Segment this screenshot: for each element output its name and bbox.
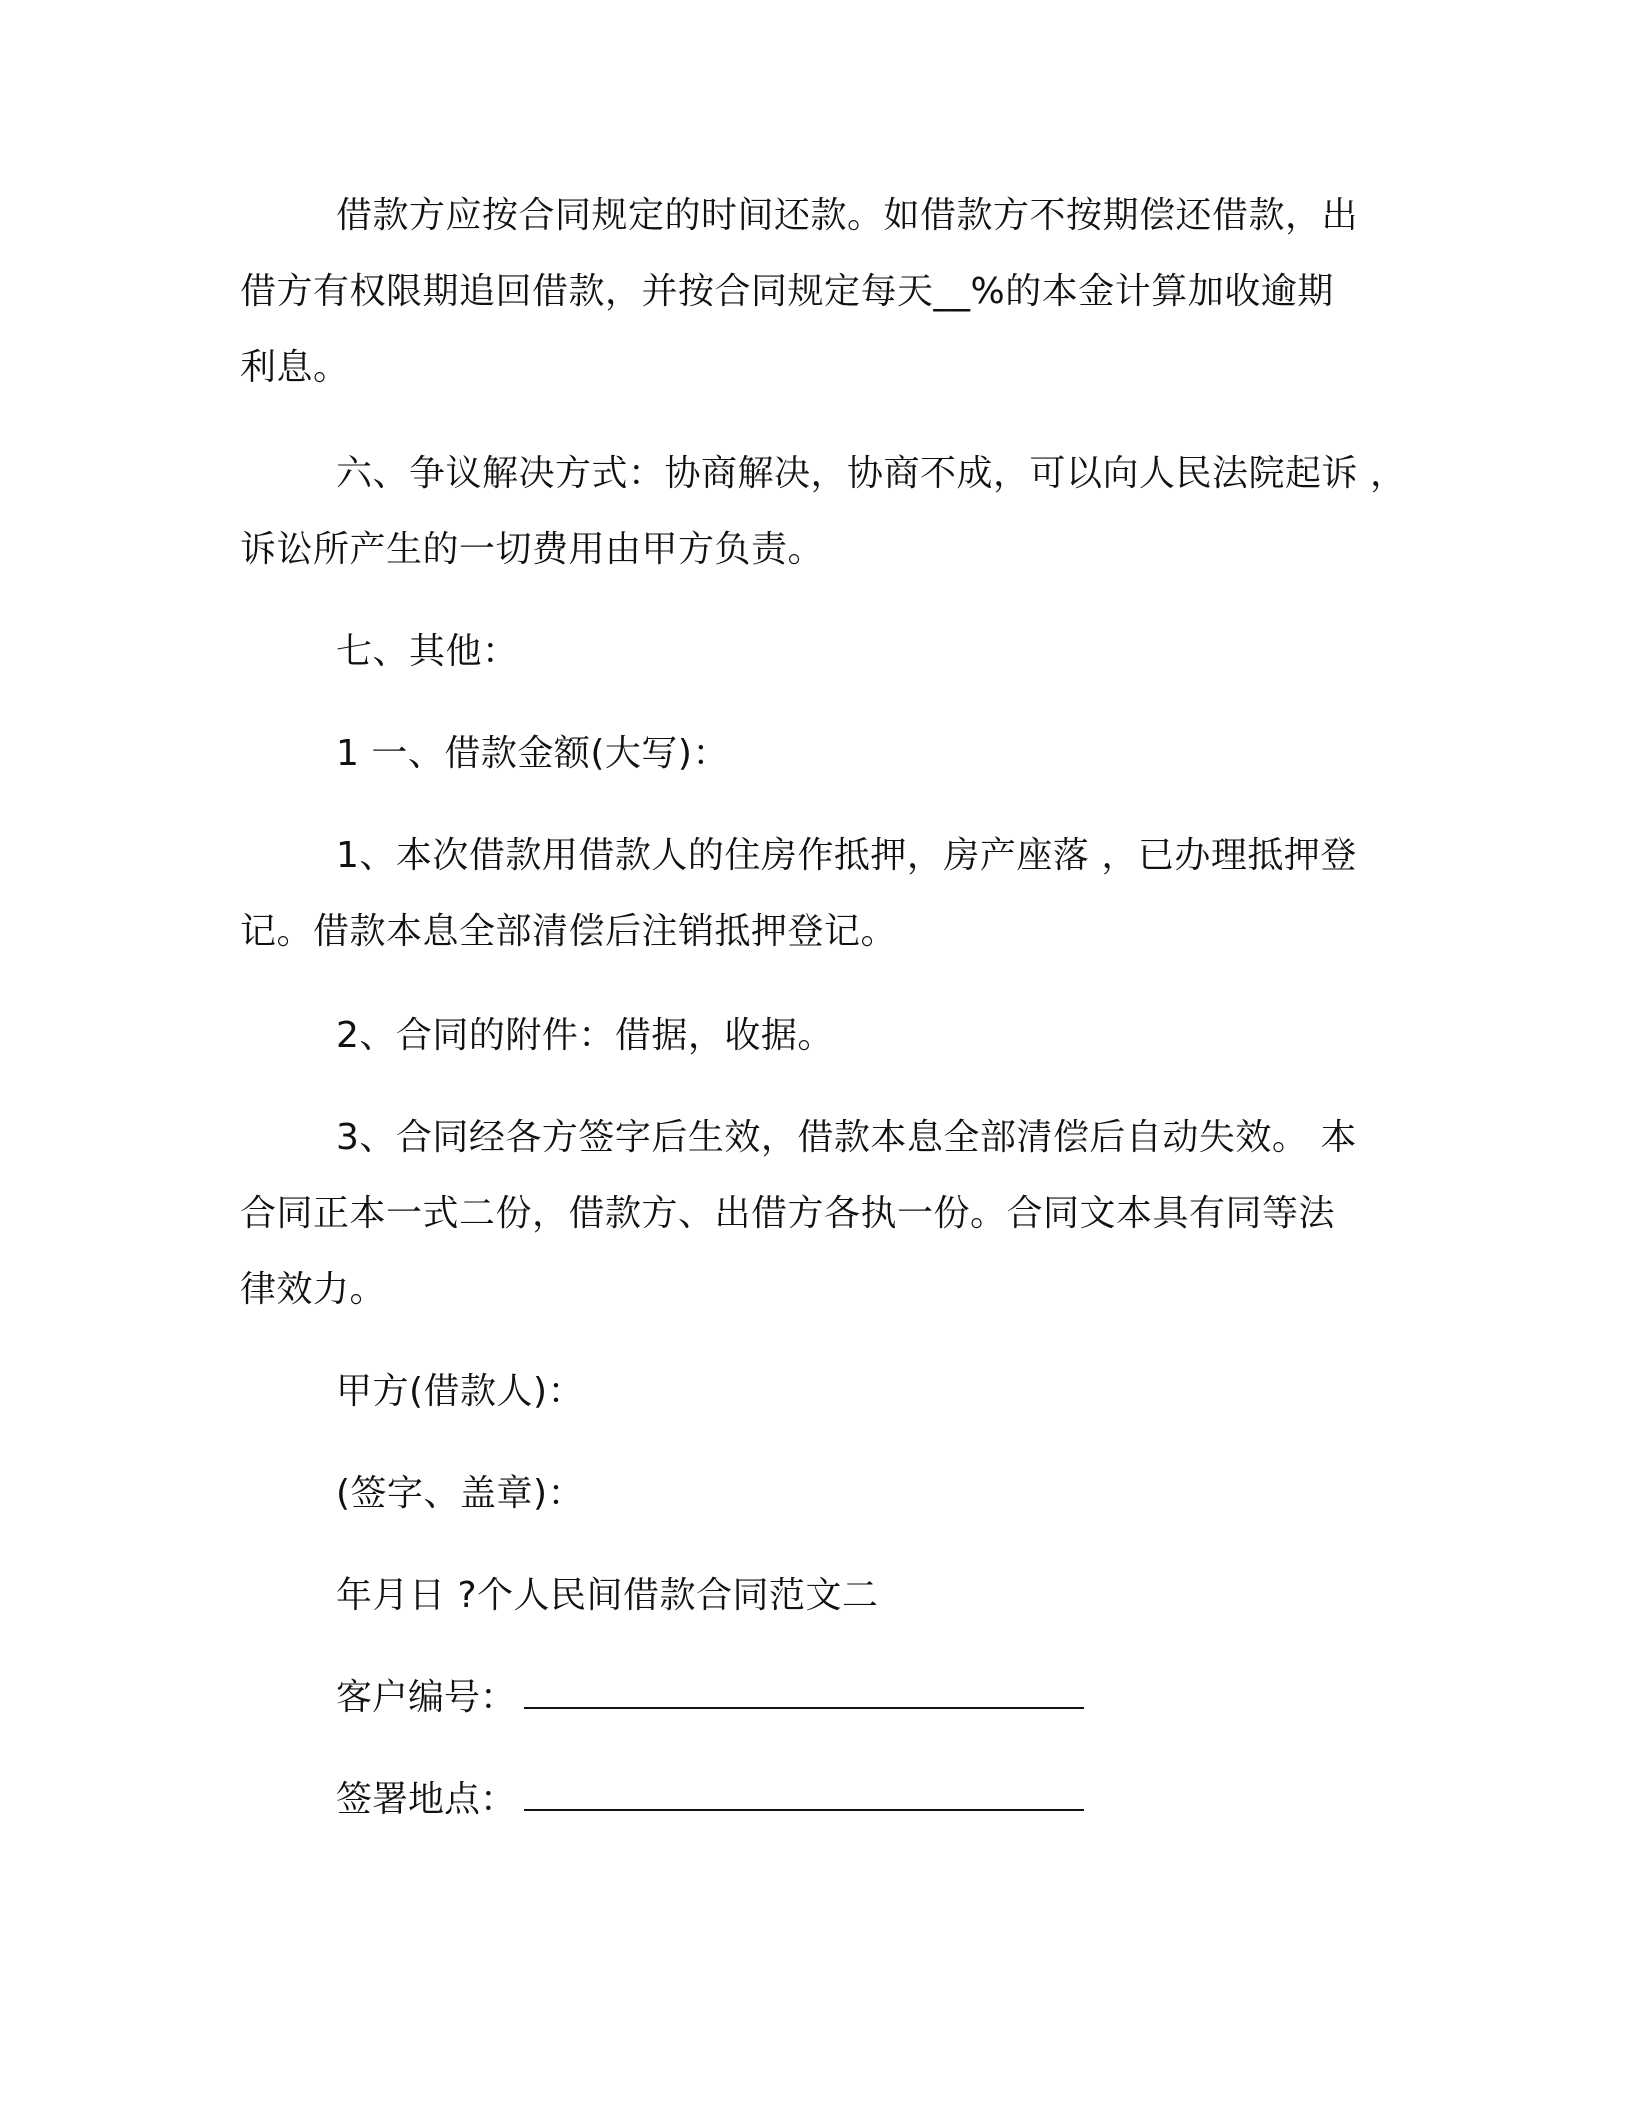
paragraph-line: 诉讼所产生的一切费用由甲方负责。 <box>240 529 825 570</box>
section-heading: 七、其他： <box>336 631 519 672</box>
paragraph-amount <box>240 716 1410 792</box>
paragraph-effect <box>240 1100 1410 1328</box>
sign-place-blank <box>524 1765 1084 1811</box>
paragraph-dispute <box>240 436 1410 588</box>
party-a-label: 甲方(借款人)： <box>336 1371 585 1412</box>
paragraph-attachments <box>240 998 1410 1074</box>
paragraph-repayment <box>240 178 1410 406</box>
paragraph-line: 六、争议解决方式：协商解决，协商不成，可以向人民法院起诉 ， <box>336 453 1407 494</box>
customer-number-label: 客户编号： <box>336 1677 517 1718</box>
paragraph-line: 律效力。 <box>240 1269 387 1310</box>
sign-place-label: 签署地点： <box>336 1779 517 1820</box>
paragraph-party-a <box>240 1354 1410 1430</box>
paragraph-mortgage <box>240 818 1410 970</box>
date-title-line: 年月日 ?个人民间借款合同范文二 <box>336 1575 879 1616</box>
signature-label: (签字、盖章)： <box>336 1473 585 1514</box>
paragraph-line: 1 一、借款金额(大写)： <box>336 733 729 774</box>
paragraph-line: 合同正本一式二份，借款方、出借方各执一份。合同文本具有同等法 <box>240 1193 1336 1234</box>
sign-place-field <box>336 1762 1084 1838</box>
paragraph-line: 借方有权限期追回借款，并按合同规定每天__%的本金计算加收逾期 <box>240 271 1334 312</box>
paragraph-line: 2、合同的附件：借据，收据。 <box>336 1015 834 1056</box>
paragraph-date-title <box>240 1558 1410 1634</box>
paragraph-line: 3、合同经各方签字后生效，借款本息全部清偿后自动失效。 本 <box>336 1117 1357 1158</box>
paragraph-other-heading <box>240 614 1410 690</box>
paragraph-signature <box>240 1456 1410 1532</box>
customer-number-field <box>336 1660 1084 1736</box>
paragraph-line: 借款方应按合同规定的时间还款。如借款方不按期偿还借款，出 <box>336 195 1359 236</box>
paragraph-line: 1、本次借款用借款人的住房作抵押，房产座落 ，已办理抵押登 <box>336 835 1357 876</box>
customer-number-blank <box>524 1663 1084 1709</box>
paragraph-line: 利息。 <box>240 347 350 388</box>
paragraph-line: 记。借款本息全部清偿后注销抵押登记。 <box>240 911 898 952</box>
